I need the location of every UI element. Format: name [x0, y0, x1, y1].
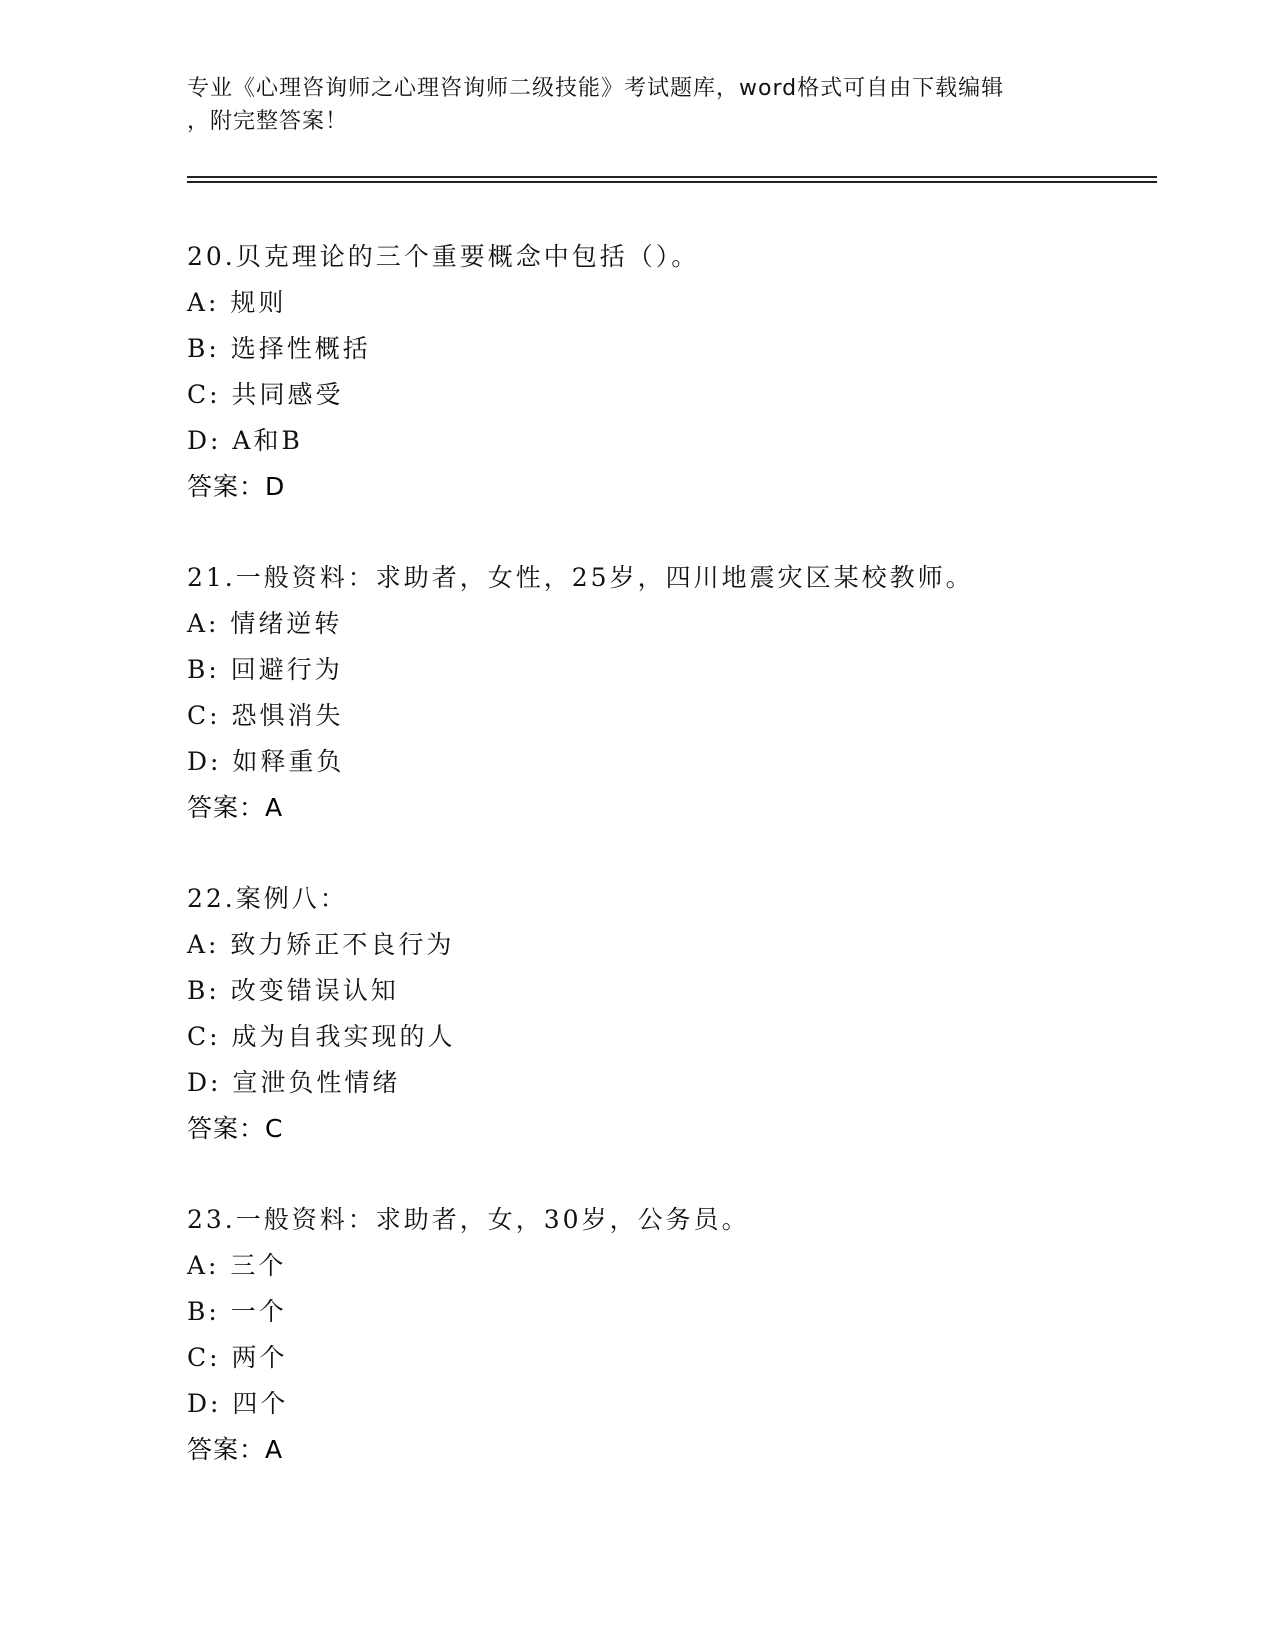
option-c: C: 成为自我实现的人	[187, 1022, 456, 1051]
question-20	[187, 234, 1147, 510]
question-title: 20.贝克理论的三个重要概念中包括（）。	[187, 242, 700, 271]
question-23	[187, 1197, 1147, 1473]
option-b: B: 选择性概括	[187, 334, 371, 363]
question-22	[187, 876, 1147, 1152]
option-c: C: 两个	[187, 1343, 288, 1372]
question-title: 23.一般资料：求助者，女，30岁，公务员。	[187, 1205, 750, 1234]
option-b: B: 回避行为	[187, 655, 343, 684]
answer: 答案：C	[187, 1114, 284, 1143]
option-d: D: 宣泄负性情绪	[187, 1068, 401, 1097]
option-c: C: 恐惧消失	[187, 701, 344, 730]
question-title: 21.一般资料：求助者，女性，25岁，四川地震灾区某校教师。	[187, 563, 974, 592]
option-d: D: 四个	[187, 1389, 289, 1418]
answer: 答案：A	[187, 793, 284, 822]
option-a: A: 情绪逆转	[187, 609, 343, 638]
answer: 答案：A	[187, 1435, 284, 1464]
option-d: D: A和B	[187, 426, 303, 455]
option-a: A: 致力矫正不良行为	[187, 930, 455, 959]
header-divider-top	[187, 176, 1157, 178]
option-d: D: 如释重负	[187, 747, 345, 776]
option-a: A: 三个	[187, 1251, 287, 1280]
answer: 答案：D	[187, 472, 286, 501]
question-21	[187, 555, 1147, 831]
question-title: 22.案例八：	[187, 884, 348, 913]
header-divider-bottom	[187, 181, 1157, 183]
document-header	[187, 72, 1067, 138]
option-c: C: 共同感受	[187, 380, 344, 409]
header-line-2: ，附完整答案！	[187, 109, 349, 134]
header-line-1: 专业《心理咨询师之心理咨询师二级技能》考试题库，word格式可自由下载编辑	[187, 76, 1005, 101]
option-b: B: 改变错误认知	[187, 976, 399, 1005]
option-a: A: 规则	[187, 288, 287, 317]
option-b: B: 一个	[187, 1297, 287, 1326]
